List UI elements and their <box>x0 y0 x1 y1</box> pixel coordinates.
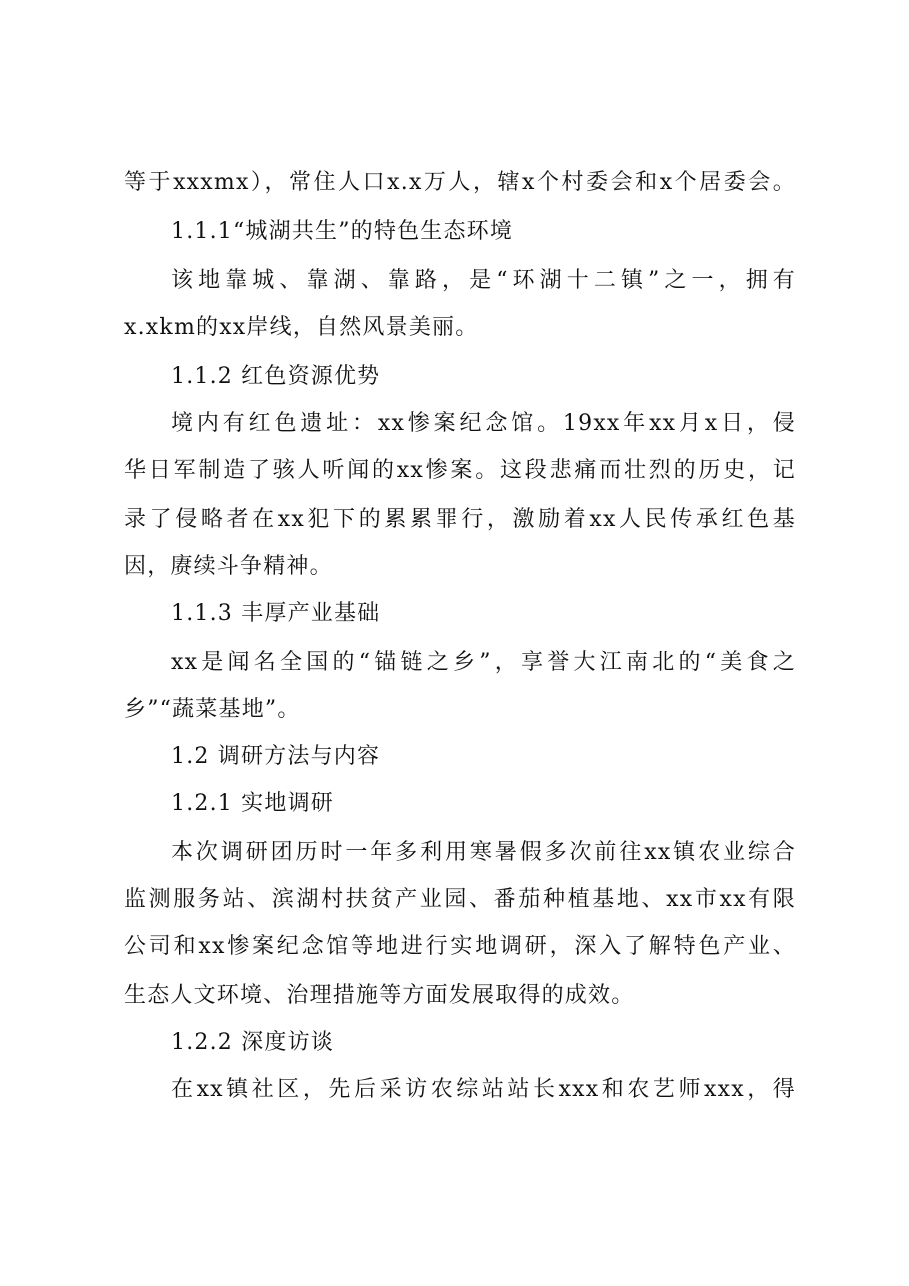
body-line: 等于xxxmx），常住人口x.x万人，辖x个村委会和x个居委会。 <box>124 170 796 195</box>
body-line: 境内有红色遗址：xx惨案纪念馆。19xx年xx月x日，侵 <box>171 411 796 436</box>
section-heading-1-2-2: 1.2.2 深度访谈 <box>171 1030 334 1055</box>
body-line: 监测服务站、滨湖村扶贫产业园、番茄种植基地、xx市xx有限 <box>124 887 796 912</box>
body-line: xx是闻名全国的“锚链之乡”，享誉大江南北的“美食之 <box>171 650 796 675</box>
body-line: 因，赓续斗争精神。 <box>124 554 333 579</box>
body-line: 生态人文环境、治理措施等方面发展取得的成效。 <box>124 983 635 1008</box>
body-line: 该地靠城、靠湖、靠路，是“环湖十二镇”之一，拥有 <box>171 268 796 293</box>
body-line: 录了侵略者在xx犯下的累累罪行，激励着xx人民传承红色基 <box>124 507 796 532</box>
body-line: 本次调研团历时一年多利用寒暑假多次前往xx镇农业综合 <box>171 840 796 865</box>
body-line: x.xkm的xx岸线，自然风景美丽。 <box>124 315 479 340</box>
section-heading-1-1-2: 1.1.2 红色资源优势 <box>171 364 381 389</box>
body-line: 公司和xx惨案纪念馆等地进行实地调研，深入了解特色产业、 <box>124 934 796 959</box>
body-line: 乡”“蔬菜基地”。 <box>124 697 301 722</box>
section-heading-1-1-3: 1.1.3 丰厚产业基础 <box>171 601 381 626</box>
body-line: 在xx镇社区，先后采访农综站站长xxx和农艺师xxx，得 <box>171 1077 796 1102</box>
section-heading-1-1-1: 1.1.1“城湖共生”的特色生态环境 <box>171 219 514 244</box>
body-line: 华日军制造了骇人听闻的xx惨案。这段悲痛而壮烈的历史，记 <box>124 458 796 483</box>
section-heading-1-2: 1.2 调研方法与内容 <box>171 744 381 769</box>
section-heading-1-2-1: 1.2.1 实地调研 <box>171 791 334 816</box>
